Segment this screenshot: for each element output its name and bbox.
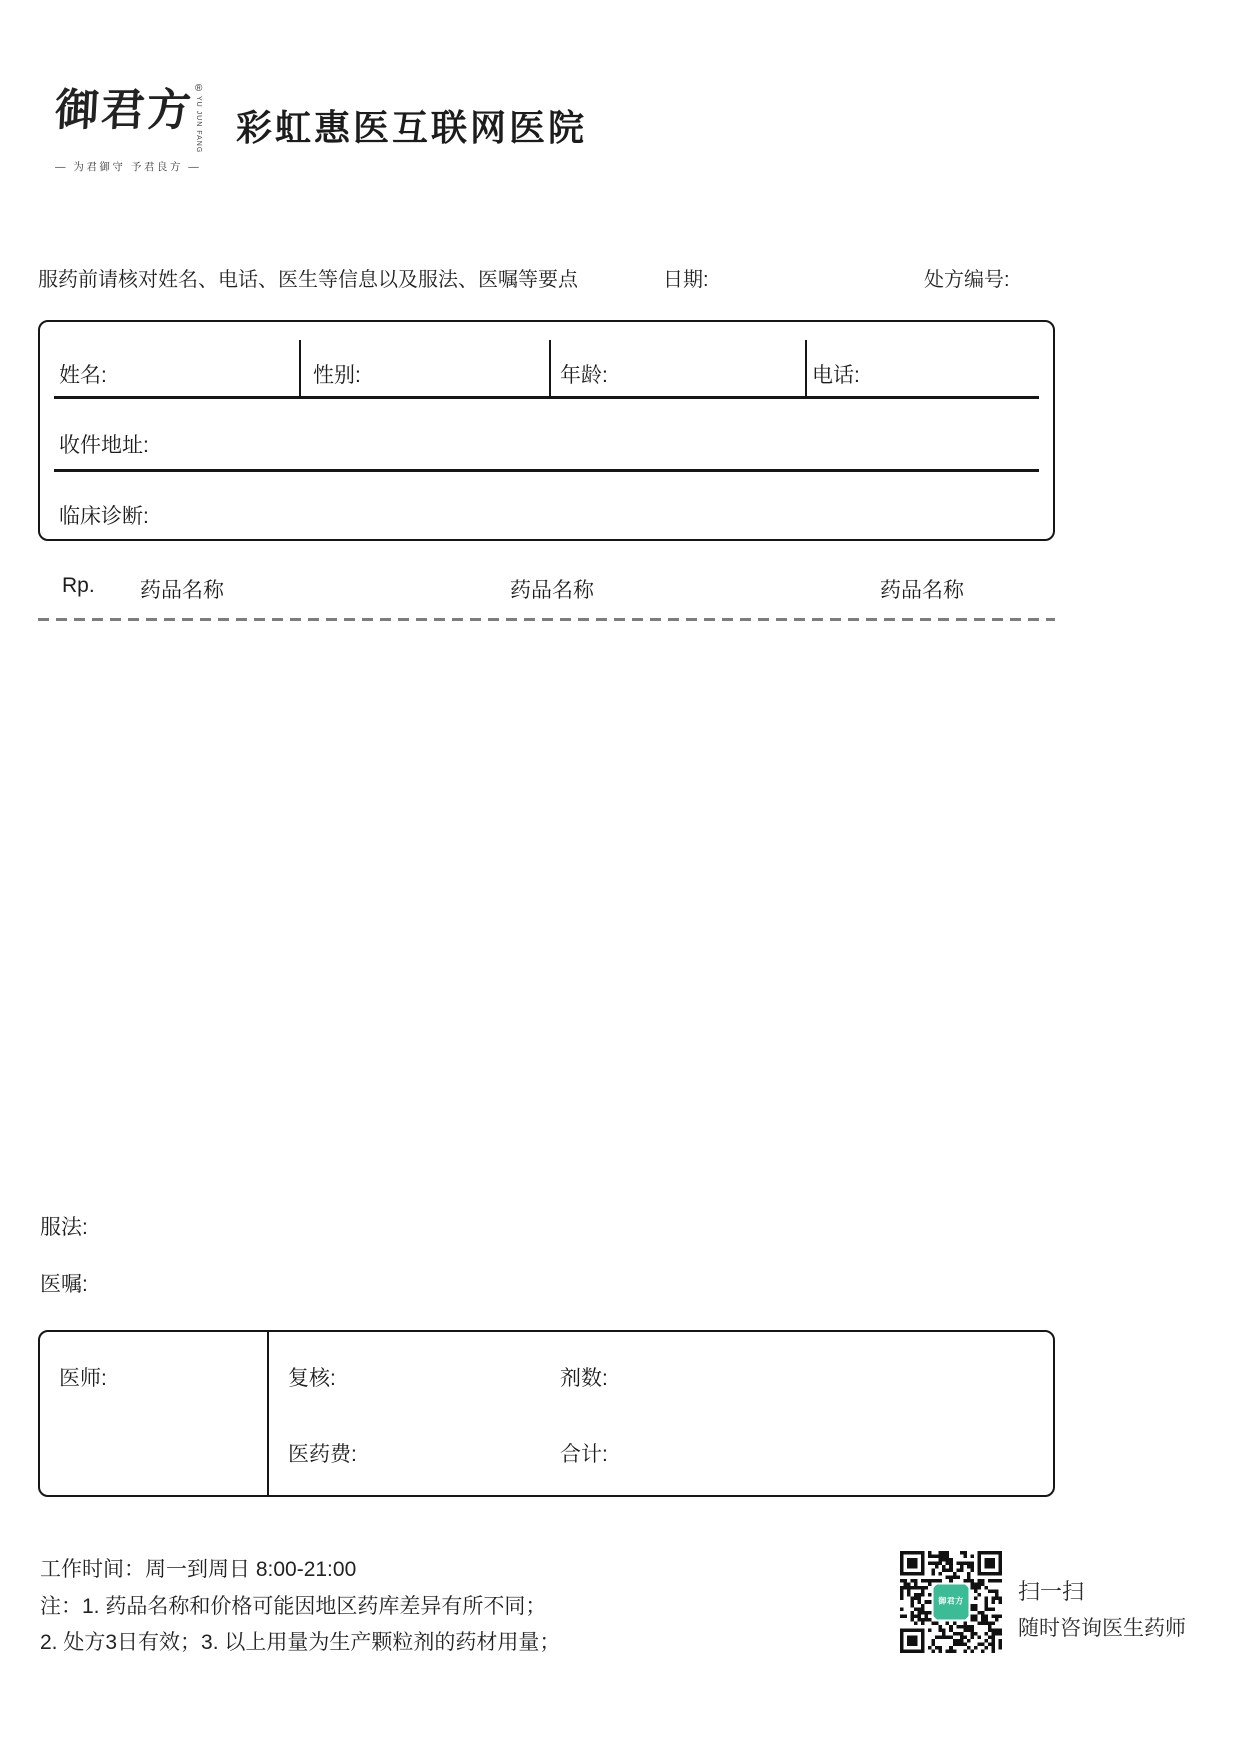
row-divider (54, 396, 1039, 399)
signoff-box (38, 1330, 1055, 1497)
drug-name-column-header: 药品名称 (510, 579, 594, 602)
logo-text: 御君方 (53, 85, 195, 136)
physician-label: 医师: (59, 1367, 107, 1390)
scan-subtitle: 随时咨询医生药师 (1018, 1617, 1186, 1640)
footer-note-line2: 2. 处方3日有效；3. 以上用量为生产颗粒剂的药材用量； (40, 1631, 561, 1654)
total-label: 合计: (560, 1443, 608, 1466)
footer-note-line1: 注：1. 药品名称和价格可能因地区药库差异有所不同； (40, 1595, 547, 1618)
review-label: 复核: (288, 1367, 336, 1390)
medical-fee-label: 医药费: (288, 1443, 357, 1466)
diagnosis-label: 临床诊断: (59, 505, 149, 528)
drug-list-separator (38, 618, 1055, 621)
address-label: 收件地址: (59, 434, 149, 457)
date-label: 日期: (663, 269, 709, 291)
rx-number-label: 处方编号: (924, 269, 1010, 291)
brand-logo (53, 83, 245, 174)
row-divider (54, 469, 1039, 472)
name-label: 姓名: (59, 364, 107, 387)
qr-center-label: 御君方 (938, 1596, 964, 1606)
scan-title: 扫一扫 (1018, 1579, 1085, 1604)
phone-label: 电话: (812, 364, 860, 387)
age-label: 年龄: (560, 364, 608, 387)
brand-tagline: — 为君御守 予君良方 — (55, 161, 202, 174)
column-divider (267, 1332, 269, 1495)
drug-name-column-header: 药品名称 (140, 579, 224, 602)
hospital-title: 彩虹惠医互联网医院 (236, 107, 588, 148)
drug-name-column-header: 药品名称 (880, 579, 964, 602)
logo-vertical-text: YU JUN FANG (195, 96, 203, 154)
gender-label: 性别: (313, 364, 361, 387)
doses-label: 剂数: (560, 1367, 608, 1390)
working-hours: 工作时间：周一到周日 8:00-21:00 (40, 1558, 357, 1581)
registered-trademark-icon: ® (195, 83, 203, 94)
qr-code (900, 1550, 1002, 1654)
column-divider (549, 340, 551, 397)
patient-info-box (38, 320, 1055, 541)
rp-label: Rp. (62, 574, 95, 597)
usage-label: 服法: (40, 1216, 88, 1239)
column-divider (299, 340, 301, 397)
verification-notice: 服药前请核对姓名、电话、医生等信息以及服法、医嘱等要点 (38, 269, 578, 291)
doctor-advice-label: 医嘱: (40, 1273, 88, 1296)
column-divider (805, 340, 807, 397)
